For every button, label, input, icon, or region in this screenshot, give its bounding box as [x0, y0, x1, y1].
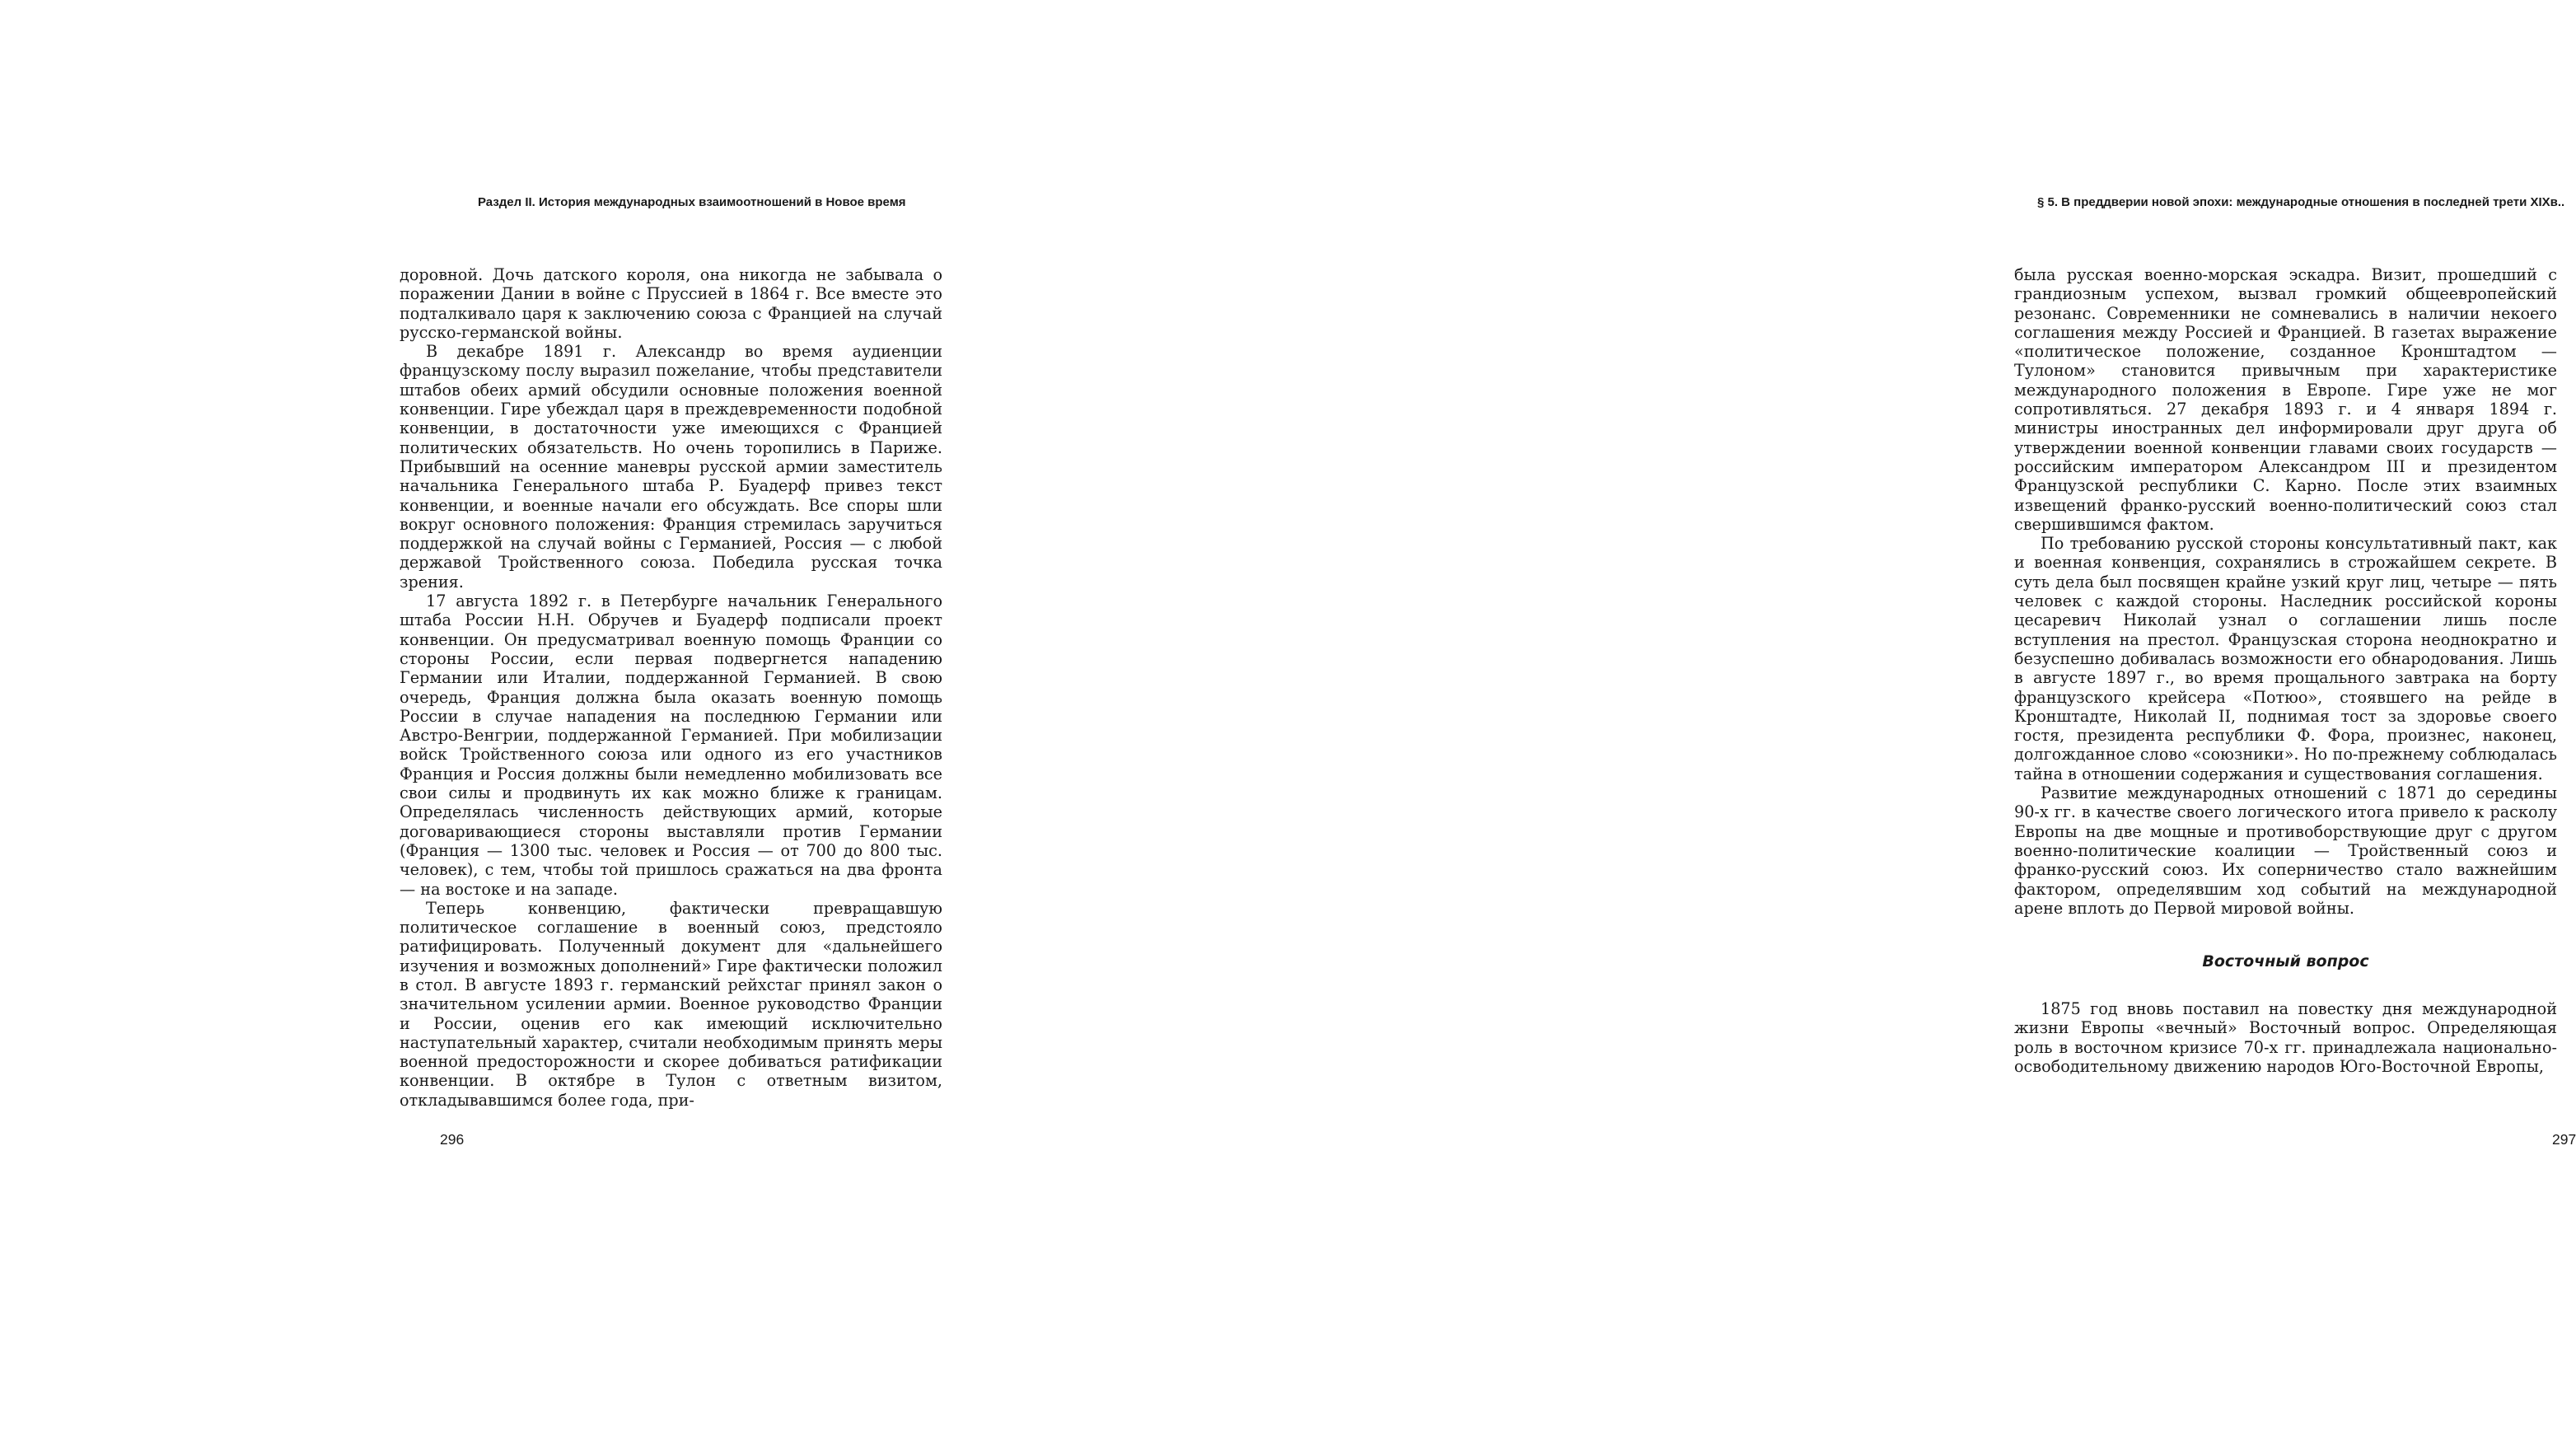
section-title: Восточный вопрос [2202, 952, 2369, 971]
paragraph: доровной. Дочь датского короля, она никогда не забывала о поражении Дании в войне с Пруссией в 1864 г. Все вместе это подталкивало царя к заключению союза с Францией на случай русско-германской войны. [400, 265, 942, 342]
running-head-right: § 5. В преддверии новой эпохи: международные отношения в последней трети XIXв.. [2037, 195, 2565, 209]
paragraph: В декабре 1891 г. Александр во время аудиенции французскому послу выразил пожелание, чтобы представители штабов обеих армий обсудили основные положения военной конвенции. Гире убеждал царя в преждевременности подобной конвенции, в достаточности уже имеющихся с Францией политических обязательств. Но очень торопились в Париже. Прибывший на осенние маневры русской армии заместитель начальника Генерального штаба Р. Буадерф привез текст конвенции, и военные начали его обсуждать. Все споры шли вокруг основного положения: Франция стремилась заручиться поддержкой на случай войны с Германией, Россия — с любой державой Тройственного союза. Победила русская точка зрения. [400, 342, 942, 592]
paragraph: 1875 год вновь поставил на повестку дня международной жизни Европы «вечный» Восточный вопрос. Определяющая роль в восточном кризисе 70-х гг. принадлежала национально-освободительному движению народов Юго-Восточной Европы, [2014, 999, 2557, 1076]
right-text-column [2014, 265, 2557, 1076]
running-head-left: Раздел II. История международных взаимоотношений в Новое время [478, 195, 906, 209]
paragraph: Развитие международных отношений с 1871 до середины 90-х гг. в качестве своего логического итога привело к расколу Европы на две мощные и противоборствующие друг с другом военно-политические коалиции — Тройственный союз и франко-русский союз. Их соперничество стало важнейшим фактором, определявшим ход событий на международной арене вплоть до Первой мировой войны. [2014, 783, 2557, 918]
paragraph: По требованию русской стороны консультативный пакт, как и военная конвенция, сохранялись в строжайшем секрете. В суть дела был посвящен крайне узкий круг лиц, четыре — пять человек с каждой стороны. Наследник российской короны цесаревич Николай узнал о соглашении лишь после вступления на престол. Французская сторона неоднократно и безуспешно добивалась возможности его обнародования. Лишь в августе 1897 г., во время прощального завтрака на борту французского крейсера «Потюо», стоявшего на рейде в Кронштадте, Николай II, поднимая тост за здоровье своего гостя, президента республики Ф. Фора, произнес, наконец, долгожданное слово «союзники». Но по-прежнему соблюдалась тайна в отношении содержания и существования соглашения. [2014, 534, 2557, 783]
page-number-right: 297 [2552, 1131, 2576, 1148]
right-page [1022, 0, 2576, 1445]
left-text-column [400, 265, 942, 1110]
left-page [0, 0, 1022, 1445]
page-number-left: 296 [440, 1131, 465, 1148]
paragraph: 17 августа 1892 г. в Петербурге начальник Генерального штаба России Н.Н. Обручев и Буадерф подписали проект конвенции. Он предусматривал военную помощь Франции со стороны России, если первая подвергнется нападению Германии или Италии, поддержанной Германией. В свою очередь, Франция должна была оказать военную помощь России в случае нападения на последнюю Германии или Австро-Венгрии, поддержанной Германией. При мобилизации войск Тройственного союза или одного из его участников Франция и Россия должны были немедленно мобилизовать все свои силы и продвинуть их как можно ближе к границам. Определялась численность действующих армий, которые договаривающиеся стороны выставляли против Германии (Франция — 1300 тыс. человек и Россия — от 700 до 800 тыс. человек), с тем, чтобы той пришлось сражаться на два фронта — на востоке и на западе. [400, 592, 942, 899]
paragraph: Теперь конвенцию, фактически превращавшую политическое соглашение в военный союз, предстояло ратифицировать. Полученный документ для «дальнейшего изучения и возможных дополнений» Гире фактически положил в стол. В августе 1893 г. германский рейхстаг принял закон о значительном усилении армии. Военное руководство Франции и России, оценив его как имеющий исключительно наступательный характер, считали необходимым принять меры военной предосторожности и скорее добиваться ратификации конвенции. В октябре в Тулон с ответным визитом, откладывавшимся более года, при- [400, 898, 942, 1110]
paragraph: была русская военно-морская эскадра. Визит, прошедший с грандиозным успехом, вызвал громкий общеевропейский резонанс. Современники не сомневались в наличии некоего соглашения между Россией и Францией. В газетах выражение «политическое положение, созданное Кронштадтом — Тулоном» становится привычным при характеристике международного положения в Европе. Гире уже не мог сопротивляться. 27 декабря 1893 г. и 4 января 1894 г. министры иностранных дел информировали друг друга об утверждении военной конвенции главами своих государств — российским императором Александром III и президентом Французской республики С. Карно. После этих взаимных извещений франко-русский военно-политический союз стал свершившимся фактом. [2014, 265, 2557, 534]
